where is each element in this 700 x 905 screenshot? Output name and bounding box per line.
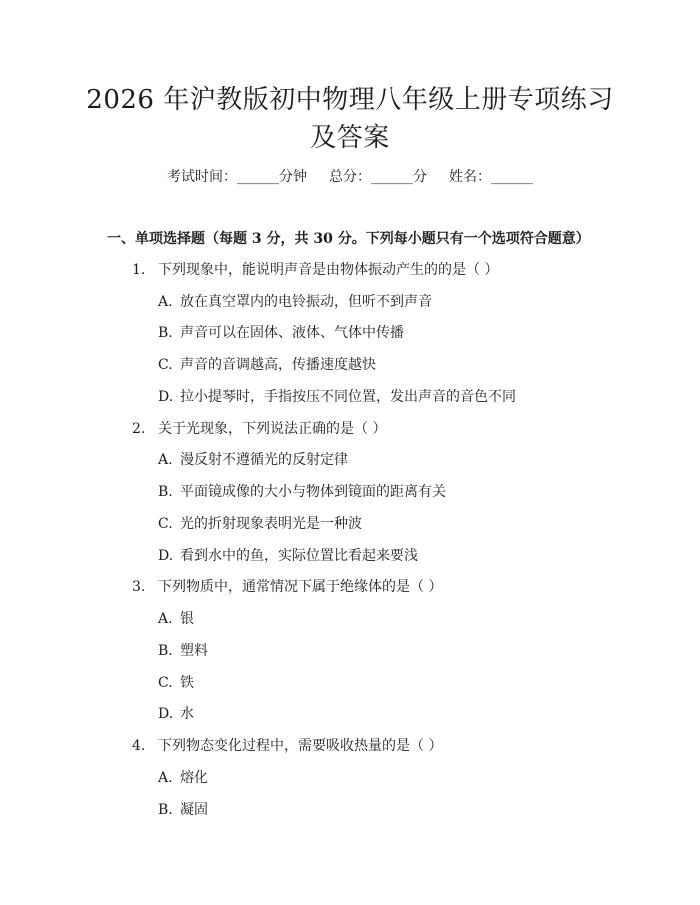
option-letter: B. xyxy=(158,325,173,341)
section-heading-single-choice: 一、单项选择题（每题 3 分，共 30 分。下列每小题只有一个选项符合题意） xyxy=(107,231,590,247)
option-letter: A. xyxy=(158,294,173,310)
page-title: 2026 年沪教版初中物理八年级上册专项练习 xyxy=(86,85,614,115)
question-1 xyxy=(132,259,652,281)
question-1-option-b xyxy=(158,322,638,344)
option-letter: D. xyxy=(158,706,174,722)
option-letter: B. xyxy=(158,802,173,818)
question-number: 1. xyxy=(132,262,146,278)
question-3-option-c xyxy=(158,672,638,694)
question-4 xyxy=(132,735,652,757)
question-4-option-a xyxy=(158,767,638,789)
score-label: 总分： xyxy=(329,169,371,185)
option-letter: A. xyxy=(158,611,173,627)
option-letter: A. xyxy=(158,770,173,786)
score-blank: ______ xyxy=(371,169,413,185)
question-2-option-c xyxy=(158,513,638,535)
question-text: 下列物质中，通常情况下属于绝缘体的是（ ） xyxy=(158,579,443,595)
question-text: 下列现象中，能说明声音是由物体振动产生的的是（ ） xyxy=(158,262,499,278)
option-letter: B. xyxy=(158,643,173,659)
question-2-option-a xyxy=(158,449,638,471)
exam-info-row xyxy=(0,166,700,188)
option-letter: B. xyxy=(158,484,173,500)
question-2 xyxy=(132,418,652,440)
option-text: 放在真空罩内的电铃振动，但听不到声音 xyxy=(180,294,432,310)
option-text: 平面镜成像的大小与物体到镜面的距离有关 xyxy=(180,484,446,500)
option-letter: C. xyxy=(158,675,173,691)
option-letter: D. xyxy=(158,548,174,564)
option-letter: C. xyxy=(158,357,173,373)
time-blank: ______ xyxy=(237,169,279,185)
question-text: 下列物态变化过程中，需要吸收热量的是（ ） xyxy=(158,738,443,754)
option-letter: A. xyxy=(158,452,173,468)
question-2-option-d xyxy=(158,545,638,567)
question-3-option-a xyxy=(158,608,638,630)
question-3-option-d xyxy=(158,703,638,725)
question-text: 关于光现象，下列说法正确的是（ ） xyxy=(158,421,387,437)
question-number: 4. xyxy=(132,738,146,754)
question-3-option-b xyxy=(158,640,638,662)
option-text: 声音可以在固体、液体、气体中传播 xyxy=(180,325,404,341)
option-text: 漫反射不遵循光的反射定律 xyxy=(180,452,348,468)
time-unit: 分钟 xyxy=(279,169,307,185)
question-1-option-d xyxy=(158,386,638,408)
option-text: 塑料 xyxy=(180,643,208,659)
name-label: 姓名： xyxy=(449,169,491,185)
option-text: 声音的音调越高，传播速度越快 xyxy=(180,357,376,373)
option-text: 水 xyxy=(180,706,194,722)
page-title-continued: 及答案 xyxy=(310,123,390,153)
question-number: 3. xyxy=(132,579,146,595)
question-4-option-b xyxy=(158,799,638,821)
name-blank: ______ xyxy=(491,169,533,185)
option-text: 凝固 xyxy=(180,802,208,818)
option-text: 熔化 xyxy=(180,770,208,786)
option-letter: D. xyxy=(158,389,174,405)
option-text: 银 xyxy=(180,611,194,627)
question-1-option-a xyxy=(158,291,638,313)
score-unit: 分 xyxy=(413,169,427,185)
question-number: 2. xyxy=(132,421,146,437)
question-1-option-c xyxy=(158,354,638,376)
time-label: 考试时间： xyxy=(167,169,237,185)
option-letter: C. xyxy=(158,516,173,532)
option-text: 光的折射现象表明光是一种波 xyxy=(180,516,362,532)
option-text: 看到水中的鱼，实际位置比看起来要浅 xyxy=(180,548,418,564)
option-text: 铁 xyxy=(180,675,194,691)
question-3 xyxy=(132,576,652,598)
option-text: 拉小提琴时，手指按压不同位置，发出声音的音色不同 xyxy=(180,389,516,405)
question-2-option-b xyxy=(158,481,638,503)
